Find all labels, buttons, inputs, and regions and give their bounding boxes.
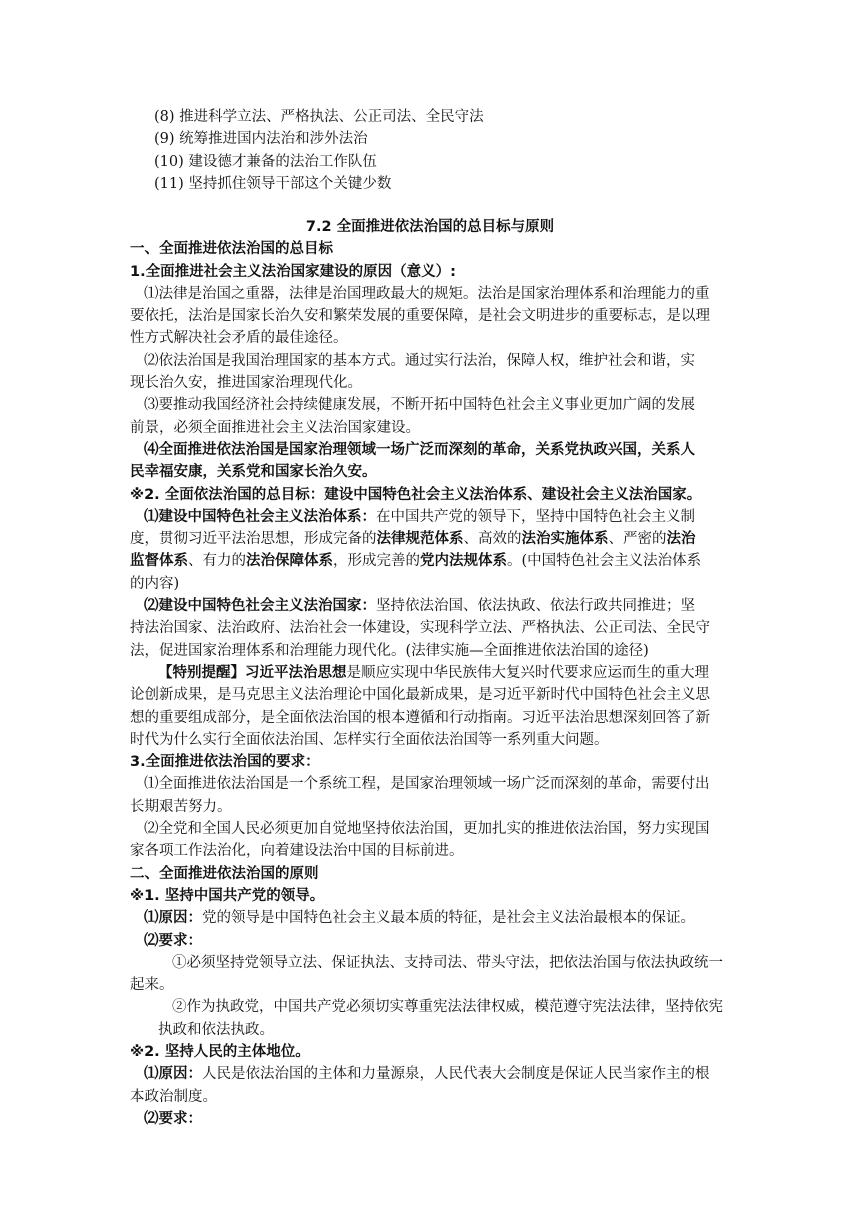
q1-heading: 1.全面推进社会主义法治国家建设的原因（意义）: [130, 263, 456, 280]
text-span: ，形成完善的 [333, 553, 420, 570]
reminder-line: 时代为什么实行全面依法治国、怎样实行全面依法治国等一系列重大问题。 [130, 731, 609, 748]
label: ⑴原因： [144, 910, 202, 927]
list-item: (8) 推进科学立法、严格执法、公正司法、全民守法 [154, 109, 484, 125]
reminder-tag: 【特别提醒】 [158, 664, 245, 681]
paragraph-line [130, 550, 730, 572]
paragraph-line: 前景，必须全面推进社会主义法治国家建设。 [130, 419, 420, 436]
text-span: 、有力的 [188, 553, 246, 570]
paragraph-line: 家各项工作法治化，向着建设法治中国的目标前进。 [130, 843, 464, 860]
text-span: 度，贯彻习近平法治思想，形成完备的 [130, 531, 377, 548]
emphasis: 党内法规体系 [420, 553, 507, 570]
r2-heading: ※2. 坚持人民的主体地位。 [130, 1043, 310, 1060]
list-item: (9) 统筹推进国内法治和涉外法治 [154, 131, 368, 148]
r1-heading: ※1. 坚持中国共产党的领导。 [130, 887, 325, 904]
paragraph-line: ①必须坚持党领导立法、保证执法、支持司法、带头守法，把依法治国与依法执政统一 [172, 954, 723, 971]
paragraph-line: 现长治久安，推进国家治理现代化。 [130, 375, 362, 392]
text-span: 、严密的 [608, 531, 667, 548]
paragraph-line: 持法治国家、法治政府、法治社会一体建设，实现科学立法、严格执法、公正司法、全民守 [130, 620, 710, 637]
q2-heading: ※2. 全面依法治国的总目标：建设中国特色社会主义法治体系、建设社会主义法治国家。 [130, 486, 702, 503]
paragraph-line: ⑴全面推进依法治国是一个系统工程，是国家治理领域一场广泛而深刻的革命，需要付出 [144, 776, 710, 793]
paragraph-line: 起来。 [130, 977, 174, 994]
paragraph-line: ⑴法律是治国之重器，法律是治国理政最大的规矩。法治是国家治理体系和治理能力的重 [144, 285, 710, 302]
paragraph-line: ⑵全党和全国人民必须更加自觉地坚持依法治国，更加扎实的推进依法治国，努力实现国 [144, 821, 710, 838]
paragraph-line [130, 907, 730, 929]
paragraph-line: 执政和依法执政。 [158, 1021, 274, 1038]
reminder-line [130, 662, 730, 684]
bold-paragraph-line: ⑷全面推进依法治国是国家治理领域一场广泛而深刻的革命，关系党执政兴国，关系人 [144, 441, 695, 458]
paragraph-line [130, 506, 730, 528]
emphasis: 法治实施体系 [521, 531, 609, 548]
label: ⑴原因： [144, 1066, 202, 1083]
paragraph-line: 法，促进国家治理体系和治理能力现代化。(法律实施—全面推进依法治国的途径) [130, 642, 649, 659]
numbered-list [130, 106, 730, 195]
reminder-line: 论创新成果，是马克思主义法治理论中国化最新成果，是习近平新时代中国特色社会主义思 [130, 687, 710, 704]
text-span: 在中国共产党的领导下，坚持中国特色社会主义制 [376, 508, 695, 525]
paragraph-line [130, 595, 730, 617]
text-span: 党的领导是中国特色社会主义最本质的特征，是社会主义法治最根本的保证。 [202, 910, 695, 927]
label: ⑵要求： [144, 1110, 202, 1127]
paragraph-line: 长期艰苦努力。 [130, 798, 232, 815]
paragraph-line [130, 528, 730, 550]
q3-heading: 3.全面推进依法治国的要求： [130, 754, 320, 771]
label: ⑵要求： [144, 932, 202, 949]
list-item: (11) 坚持抓住领导干部这个关键少数 [154, 175, 392, 192]
paragraph-line: 的内容) [130, 575, 180, 592]
emphasis: ⑴建设中国特色社会主义法治体系： [144, 508, 376, 525]
emphasis: 法治保障体系 [246, 553, 333, 570]
emphasis: ⑵建设中国特色社会主义法治国家： [144, 598, 376, 615]
emphasis: 法律规范体系 [376, 531, 464, 548]
main-content [130, 216, 730, 1130]
paragraph-line: 要依托，法治是国家长治久安和繁荣发展的重要保障，是社会文明进步的重要标志，是以理 [130, 308, 710, 325]
paragraph-line: 本政治制度。 [130, 1088, 217, 1105]
paragraph-line: ⑶要推动我国经济社会持续健康发展，不断开拓中国特色社会主义事业更加广阔的发展 [144, 397, 695, 414]
list-item: (10) 建设德才兼备的法治工作队伍 [154, 153, 377, 170]
text-span: 是顺应实现中华民族伟大复兴时代要求应运而生的重大理 [346, 664, 709, 681]
paragraph-line [130, 1063, 730, 1085]
text-span: 坚持依法治国、依法执政、依法行政共同推进；坚 [376, 598, 695, 615]
part2-heading: 二、全面推进依法治国的原则 [130, 865, 319, 882]
emphasis: 习近平法治思想 [245, 664, 347, 681]
section-title: 7.2 全面推进依法治国的总目标与原则 [305, 219, 555, 235]
text-span: 、高效的 [463, 531, 522, 548]
text-span: 。(中国特色社会主义法治体系 [507, 553, 702, 570]
paragraph-line: ②作为执政党，中国共产党必须切实尊重宪法法律权威，模范遵守宪法法律，坚持依宪 [172, 999, 723, 1016]
emphasis: 法治 [666, 531, 696, 548]
bold-paragraph-line: 民幸福安康，关系党和国家长治久安。 [130, 464, 377, 481]
part1-heading: 一、全面推进依法治国的总目标 [130, 241, 333, 258]
reminder-line: 想的重要组成部分，是全面依法治国的根本遵循和行动指南。习近平法治思想深刻回答了新 [130, 709, 710, 726]
paragraph-line: ⑵依法治国是我国治理国家的基本方式。通过实行法治，保障人权，维护社会和谐，实 [144, 352, 695, 369]
text-span: 人民是依法治国的主体和力量源泉，人民代表大会制度是保证人民当家作主的根 [202, 1066, 710, 1083]
emphasis: 监督体系 [130, 553, 188, 570]
paragraph-line: 性方式解决社会矛盾的最佳途径。 [130, 330, 348, 347]
